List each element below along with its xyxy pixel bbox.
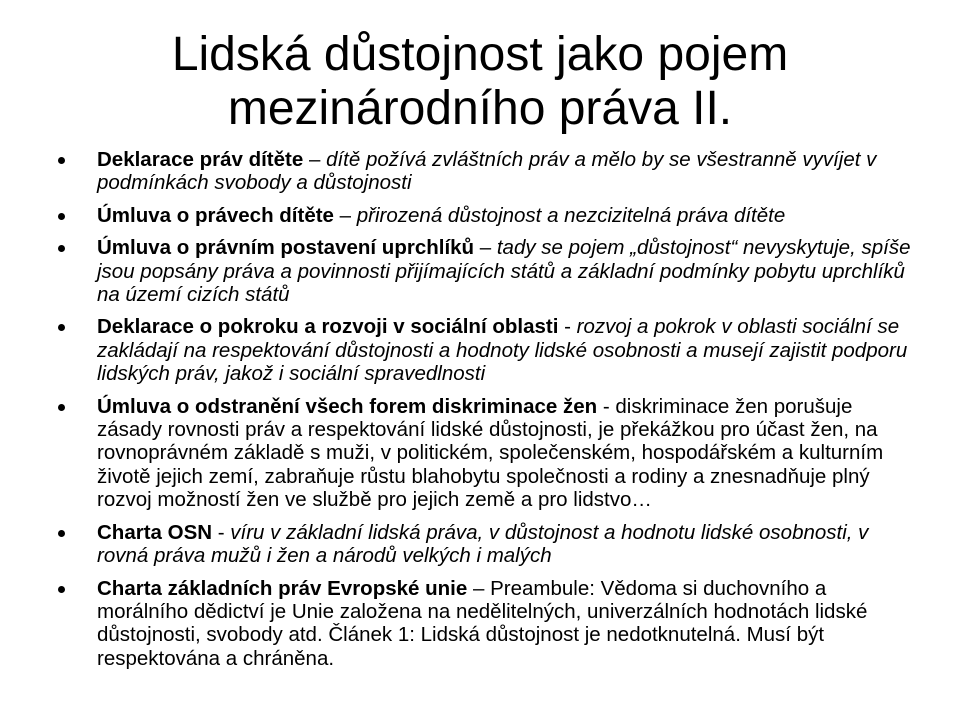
bullet-separator: –: [303, 148, 327, 171]
bullet-heading: Charta OSN: [97, 520, 213, 544]
slide-title-line-2: mezinárodního práva II.: [227, 82, 733, 135]
bullet-separator: –: [333, 203, 357, 227]
bullet-separator: -: [212, 520, 231, 544]
bullet-heading: Deklarace práv dítěte: [97, 148, 304, 171]
bullet-un-charter: [0, 521, 960, 568]
bullet-dot-icon: [58, 530, 65, 537]
bullet-declaration-rights-child: [0, 148, 960, 195]
bullet-dot-icon: [58, 245, 65, 252]
bullet-text: víru v základní lidská práva, v důstojnost a hodnotu lidské osobnosti, v rovná práva mužů i žen a národů velkých i malých: [97, 520, 869, 568]
bullet-dot-icon: [58, 157, 65, 164]
bullet-heading: Úmluva o právním postavení uprchlíků: [97, 236, 475, 260]
bullet-declaration-social-progress: [0, 315, 960, 385]
bullet-text: rozvoj a pokrok v oblasti sociální se zakládají na respektování důstojnosti a hodnoty lidské osobnosti a musejí zajistit podporu lidských práv, jakož i sociální spravedlnosti: [97, 315, 908, 386]
bullet-separator: –: [467, 576, 491, 600]
bullet-dot-icon: [58, 324, 65, 331]
bullet-separator: –: [474, 236, 497, 260]
bullet-text: diskriminace žen porušuje zásady rovnosti práv a respektování lidské důstojnosti, je překážkou pro účast žen, na rovnoprávném základě s muži, v politickém, společenském, hospodářském a kulturním životě jejich zemí, zabraňuje růstu blahobytu společnosti a rodiny a znesnadňuje plný rozvoj možností žen ve službě pro jejich země a pro lidstvo…: [97, 394, 884, 512]
bullet-separator: -: [597, 394, 616, 418]
bullet-text: Preambule: Vědoma si duchovního a morálního dědictví je Unie založena na nedělitelných, univerzálních hodnotách lidské důstojnosti, svobody atd. Článek 1: Lidská důstojnost je nedotknutelná. Musí být respektována a chráněna.: [97, 576, 868, 670]
bullet-separator: -: [558, 315, 577, 339]
bullet-heading: Charta základních práv Evropské unie: [97, 576, 468, 600]
bullet-text: tady se pojem „důstojnost“ nevyskytuje, spíše jsou popsány práva a povinnosti přijímajících států a základní podmínky pobytu uprchlíků na území cizích států: [97, 236, 911, 307]
bullet-heading: Úmluva o odstranění všech forem diskriminace žen: [97, 394, 598, 418]
bullet-convention-rights-child: [0, 204, 960, 227]
bullet-heading: Deklarace o pokroku a rozvoji v sociální oblasti: [97, 315, 559, 339]
bullet-dot-icon: [58, 213, 65, 220]
bullet-dot-icon: [58, 404, 65, 411]
bullet-text: přirozená důstojnost a nezcizitelná práva dítěte: [356, 203, 786, 227]
bullet-heading: Úmluva o právech dítěte: [97, 203, 334, 227]
bullet-dot-icon: [58, 586, 65, 593]
bullet-eu-charter: [0, 577, 960, 671]
bullet-list: [0, 148, 960, 670]
bullet-convention-refugees: [0, 236, 960, 306]
slide-title-line-1: Lidská důstojnost jako pojem: [171, 28, 789, 81]
bullet-convention-discrimination-women: [0, 395, 960, 512]
bullet-text: dítě požívá zvláštních práv a mělo by se všestranně vyvíjet v podmínkách svobody a důstojnosti: [97, 148, 877, 195]
slide-title: [60, 28, 900, 136]
